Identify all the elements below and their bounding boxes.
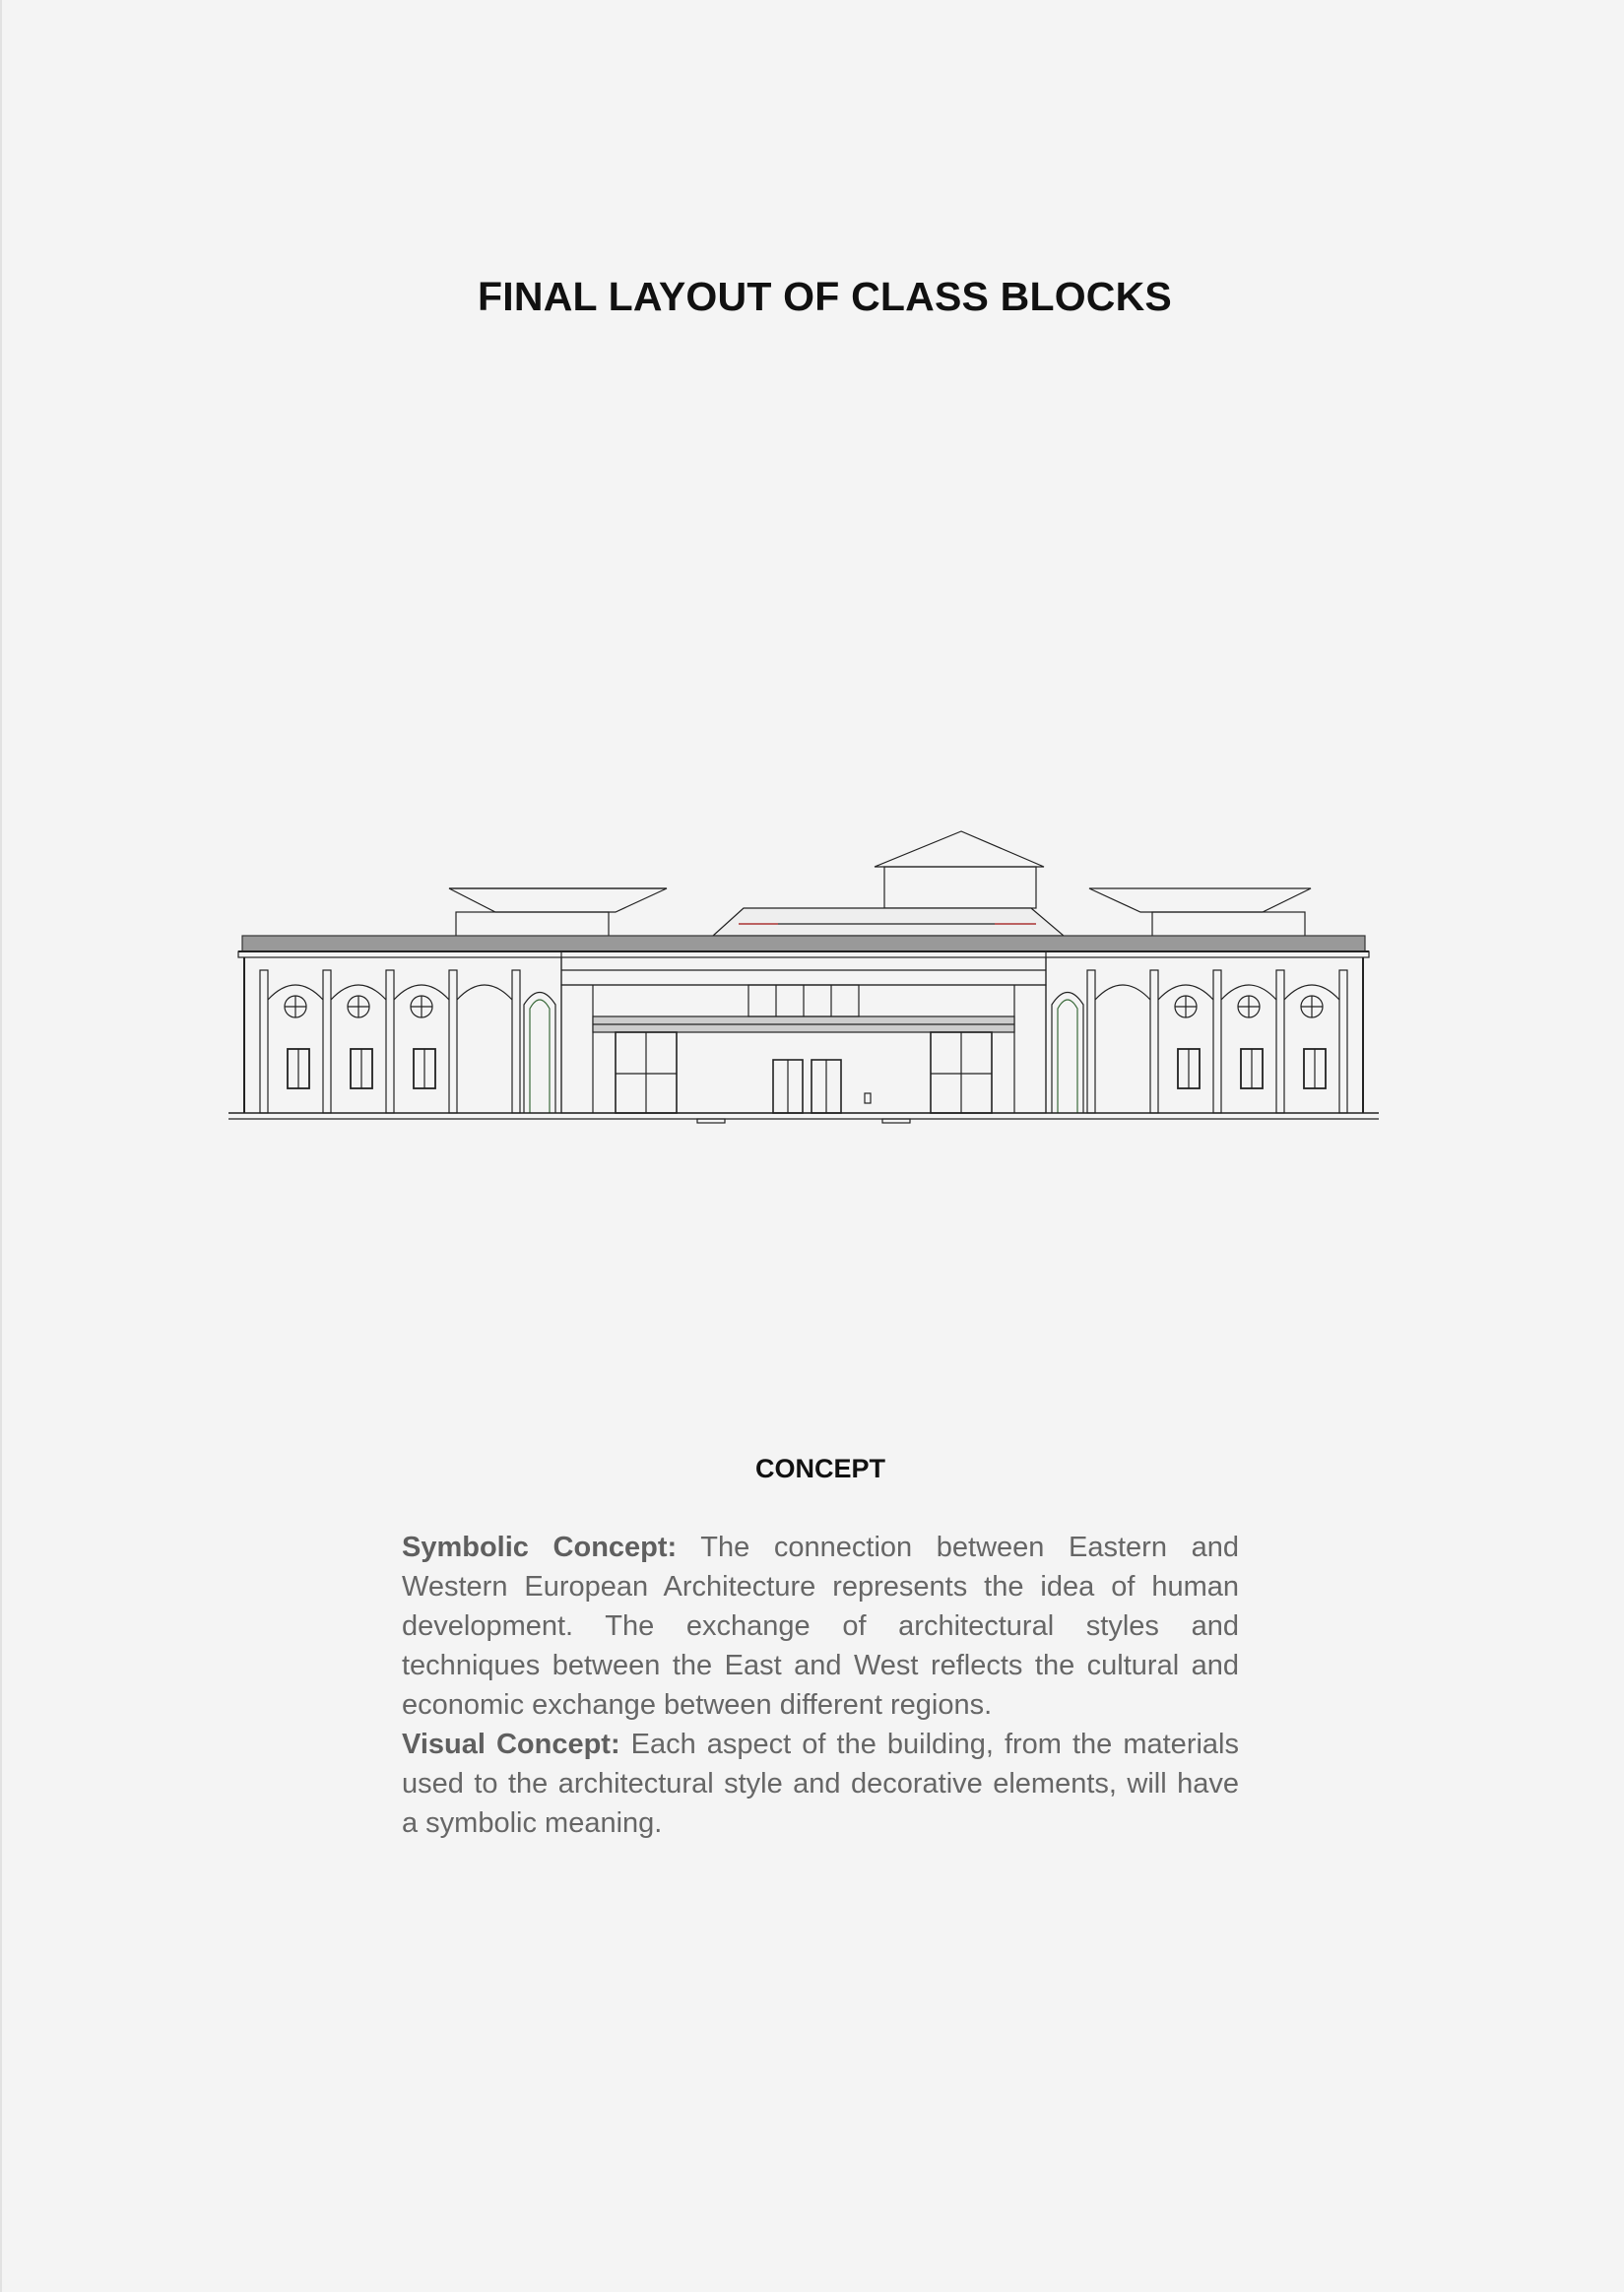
building-elevation-drawing bbox=[227, 827, 1381, 1133]
roof-pavilions bbox=[449, 831, 1311, 950]
right-wing-arcade bbox=[1046, 957, 1363, 1113]
concept-heading: CONCEPT bbox=[754, 1454, 885, 1483]
page-title: FINAL LAYOUT OF CLASS BLOCKS bbox=[478, 274, 1172, 319]
ground-line bbox=[228, 1113, 1379, 1123]
left-wing-arcade bbox=[244, 957, 561, 1113]
concept-body bbox=[402, 1528, 1239, 1843]
page-edge bbox=[0, 0, 2, 2292]
symbolic-concept-term: Symbolic Concept: bbox=[402, 1532, 678, 1563]
symbolic-concept-text: The connection between Eastern and Western European Architecture represents the idea of human development. The exchange of architectural styles and techniques between the East and West reflects the cultural and economic exchange between different regions. bbox=[402, 1532, 1239, 1721]
central-entrance bbox=[561, 985, 1046, 1113]
cornice-band bbox=[238, 936, 1369, 985]
visual-concept-paragraph bbox=[402, 1725, 1239, 1843]
symbolic-concept-paragraph bbox=[402, 1528, 1239, 1725]
visual-concept-term: Visual Concept: bbox=[402, 1729, 620, 1760]
visual-concept-text: Each aspect of the building, from the materials used to the architectural style and decorative elements, will have a symbolic meaning. bbox=[402, 1729, 1239, 1839]
